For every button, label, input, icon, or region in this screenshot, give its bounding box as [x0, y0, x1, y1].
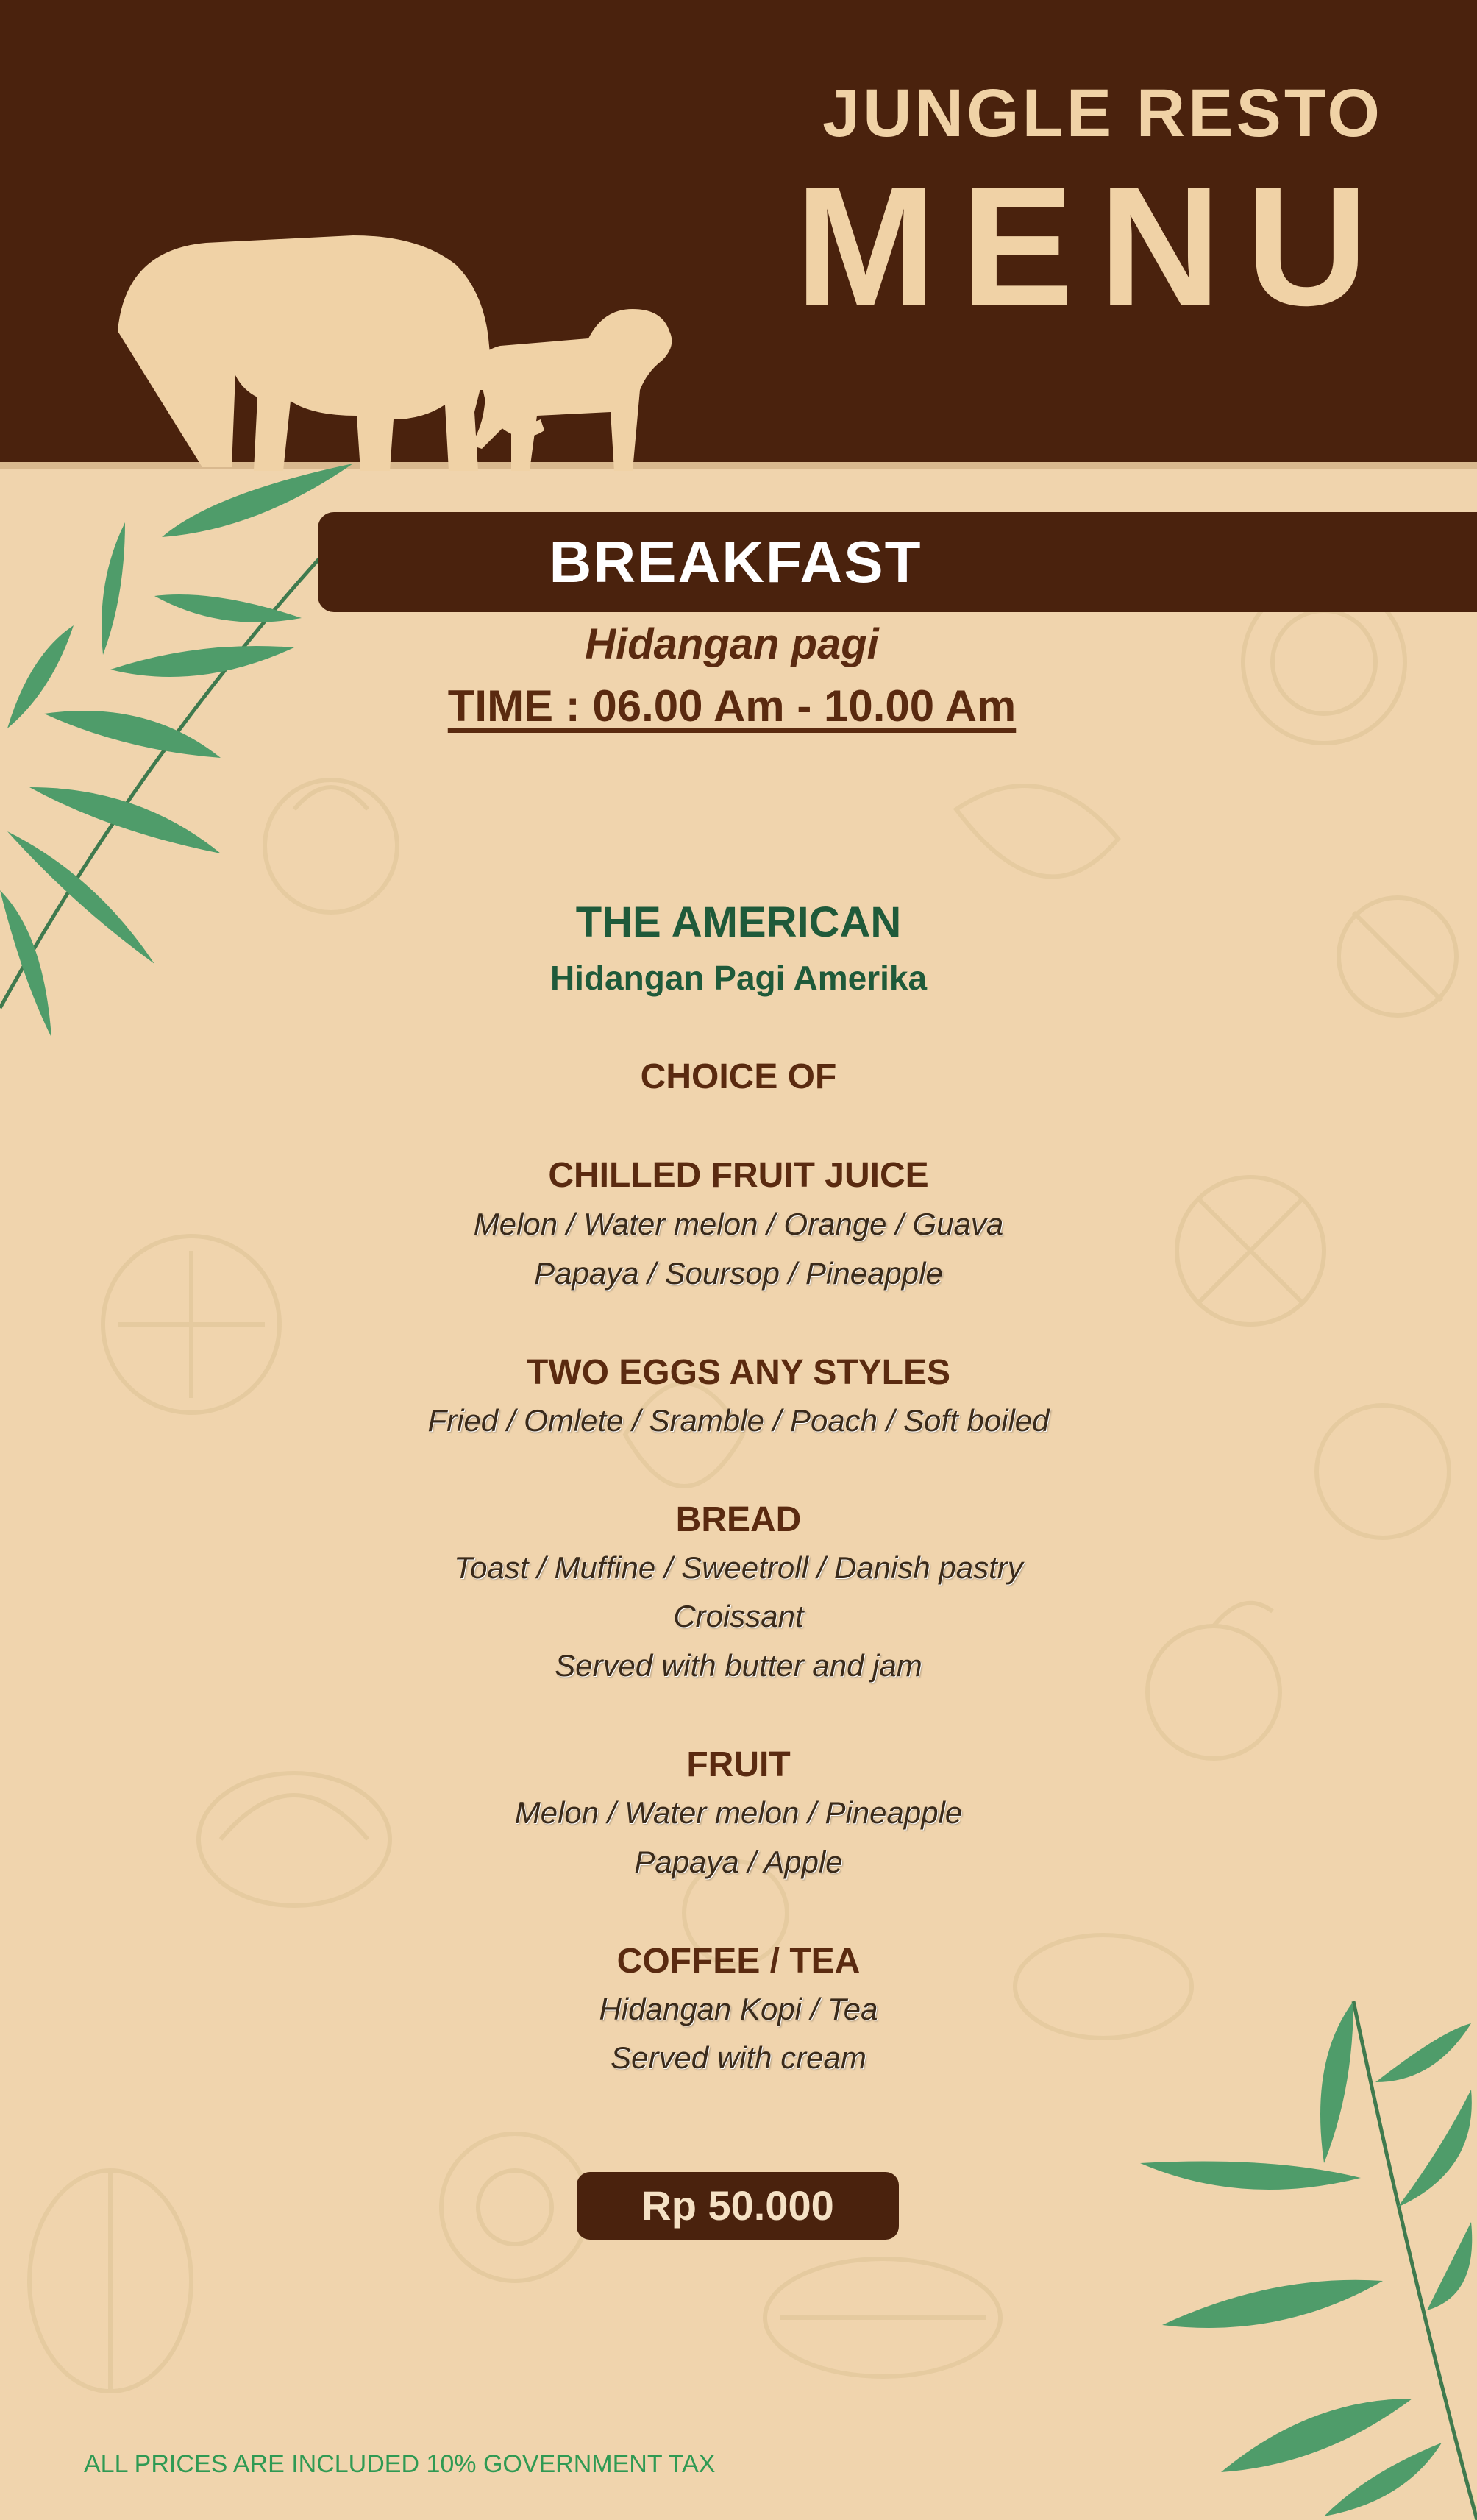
group-line: Hidangan Kopi / Tea [599, 1992, 878, 2026]
group-title: FRUIT [686, 1745, 791, 1784]
lion-silhouette-icon [471, 309, 672, 471]
choice-label: CHOICE OF [640, 1057, 837, 1096]
price: Rp 50.000 [641, 2182, 834, 2229]
group-title: TWO EGGS ANY STYLES [526, 1353, 951, 1392]
serving-time: TIME : 06.00 Am - 10.00 Am [447, 681, 1017, 731]
group-line: Served with cream [611, 2040, 866, 2075]
group-line: Papaya / Apple [634, 1845, 843, 1879]
group-line: Fried / Omlete / Sramble / Poach / Soft boiled [427, 1403, 1050, 1438]
group-line: Melon / Water melon / Pineapple [514, 1795, 963, 1830]
group-line: Served with butter and jam [555, 1648, 922, 1683]
section-subtitle: Hidangan pagi [585, 620, 879, 668]
group-line: Croissant [673, 1599, 804, 1633]
tax-note: ALL PRICES ARE INCLUDED 10% GOVERNMENT TAX [84, 2450, 716, 2478]
group-line: Papaya / Soursop / Pineapple [534, 1256, 943, 1291]
group-title: BREAD [675, 1500, 802, 1539]
elephant-lion-silhouette-icon [103, 199, 691, 471]
group-line: Toast / Muffine / Sweetroll / Danish pastry [454, 1550, 1023, 1585]
section-title: BREAKFAST [549, 529, 922, 594]
group-line: Melon / Water melon / Orange / Guava [473, 1207, 1004, 1241]
group-title: COFFEE / TEA [616, 1942, 861, 1981]
set-description: Hidangan Pagi Amerika [549, 959, 928, 997]
set-name: THE AMERICAN [575, 898, 902, 946]
group-title: CHILLED FRUIT JUICE [548, 1156, 929, 1195]
menu-title: MENU [794, 152, 1393, 341]
brand-name: JUNGLE RESTO [822, 76, 1383, 151]
